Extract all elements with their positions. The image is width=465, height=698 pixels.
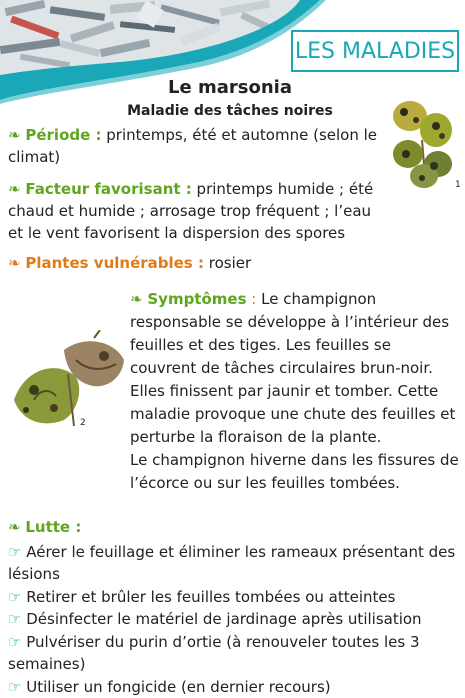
lutte-heading	[8, 516, 460, 539]
photo-1-number: 1	[455, 180, 461, 190]
leaf-bullet-icon: ❧	[8, 254, 21, 272]
pointing-hand-icon: ☞	[8, 610, 21, 628]
pointing-hand-icon: ☞	[8, 588, 21, 606]
lutte-section	[8, 516, 460, 698]
facteur-label: Facteur favorisant :	[25, 180, 191, 198]
list-item: ☞ Désinfecter le matériel de jardinage après utilisation	[8, 608, 460, 631]
symptomes-text: Le champignon responsable se développe à l’intérieur des feuilles et des tiges. Les feuilles se couvrent de tâches circulaires brun-noir. Elles finissent par jaunir et tomber. Cette maladie provoque une chute des feuilles et perturbe la floraison de la plante.	[130, 290, 455, 446]
pointing-hand-icon: ☞	[8, 678, 21, 696]
plantes-paragraph	[8, 252, 460, 274]
list-item: ☞ Aérer le feuillage et éliminer les rameaux présentant des lésions	[8, 541, 460, 586]
pointing-hand-icon: ☞	[8, 633, 21, 651]
page-title: Le marsonia	[0, 77, 460, 98]
leaf-bullet-icon: ❧	[8, 126, 21, 144]
photo-2-number: 2	[80, 418, 86, 428]
facteur-paragraph	[8, 178, 378, 244]
symptomes-text-2: Le champignon hiverne dans les fissures de l’écorce ou sur les feuilles tombées.	[130, 449, 460, 495]
list-item: ☞ Retirer et brûler les feuilles tombées ou atteintes	[8, 586, 460, 609]
leaf-bullet-icon: ❧	[8, 180, 21, 198]
leaf-spots-image	[388, 96, 460, 192]
periode-text: printemps, été et automne (selon le climat)	[8, 126, 377, 166]
list-item: ☞ Utiliser un fongicide (en dernier recours)	[8, 676, 460, 698]
periode-paragraph	[8, 124, 386, 168]
plantes-label: Plantes vulnérables :	[25, 254, 204, 272]
page-subtitle: Maladie des tâches noires	[0, 103, 460, 119]
periode-label: Période :	[25, 126, 101, 144]
withered-leaf-image	[4, 330, 128, 430]
leaf-bullet-icon: ❧	[8, 518, 21, 536]
pointing-hand-icon: ☞	[8, 543, 21, 561]
symptomes-separator: :	[247, 290, 262, 308]
lutte-label: Lutte :	[25, 518, 81, 536]
list-item: ☞ Pulvériser du purin d’ortie (à renouveler toutes les 3 semaines)	[8, 631, 460, 676]
photo-leaf-2	[4, 330, 128, 430]
facteur-text: printemps humide ; été chaud et humide ; arrosage trop fréquent ; l’eau et le vent favorisent la dispersion des spores	[8, 180, 373, 242]
section-title-box	[291, 30, 459, 72]
symptomes-label: Symptômes	[147, 290, 246, 308]
section-title: LES MALADIES	[295, 39, 455, 64]
photo-leaf-1	[388, 96, 460, 192]
symptomes-paragraph	[130, 288, 460, 495]
leaf-bullet-icon: ❧	[130, 290, 143, 308]
plantes-text: rosier	[204, 254, 251, 272]
